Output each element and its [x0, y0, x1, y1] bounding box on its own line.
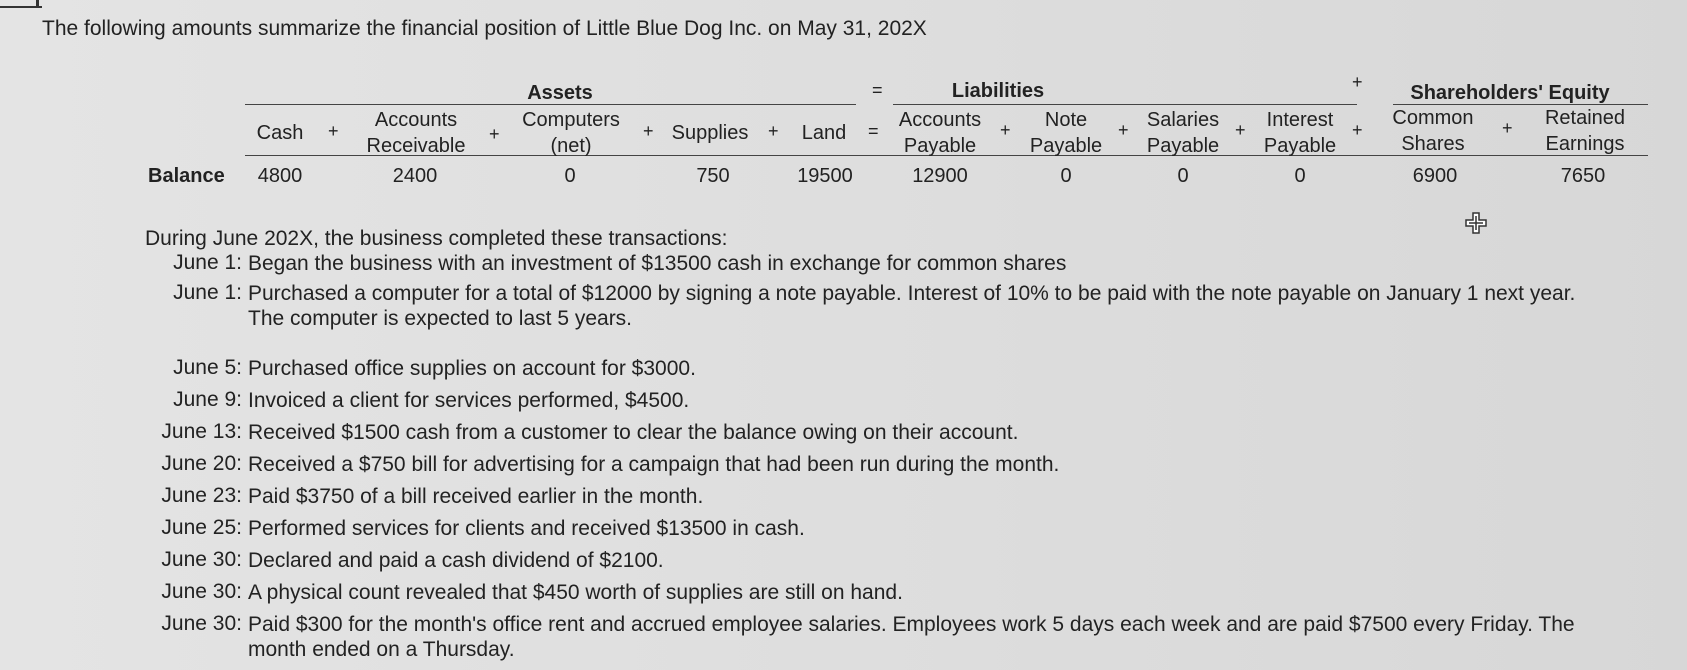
balance-ar: 2400 [392, 165, 438, 187]
balance-supplies: 750 [696, 165, 730, 187]
col-np: Note Payable [1029, 109, 1103, 157]
op-plus: + [643, 121, 654, 141]
transaction-text: Performed services for clients and received $13500 in cash. [248, 517, 805, 540]
transaction-text: Received $1500 cash from a customer to clear the balance owing on their account. [248, 421, 1019, 444]
transaction-date: June 25: [161, 516, 242, 539]
corner-mark-tick [36, 0, 39, 8]
transaction-text: A physical count revealed that $450 worth of supplies are still on hand. [248, 581, 903, 604]
transaction-date: June 30: [161, 548, 242, 571]
transaction-date: June 9: [173, 388, 242, 411]
op-plus: + [1235, 120, 1246, 140]
transaction-text: Paid $300 for the month's office rent and accrued employee salaries. Employees work 5 days each week and are paid $7500 every Friday. The [248, 613, 1575, 636]
transaction-date: June 30: [161, 612, 242, 635]
op-plus: + [1118, 120, 1129, 140]
row-label-balance: Balance [148, 165, 225, 187]
transaction-text: Began the business with an investment of $13500 cash in exchange for common shares [248, 252, 1067, 275]
balance-cs: 6900 [1412, 165, 1458, 187]
col-supplies: Supplies [671, 122, 749, 144]
op-plus: + [1000, 120, 1011, 140]
equals-top: = [872, 80, 883, 100]
assets-rule [245, 104, 856, 105]
transaction-text: The computer is expected to last 5 years. [248, 307, 633, 330]
balance-land: 19500 [797, 165, 853, 187]
op-equals: = [868, 121, 879, 141]
transaction-text: Paid $3750 of a bill received earlier in the month. [248, 485, 704, 508]
balance-re: 7650 [1560, 165, 1606, 187]
col-re: Retained Earnings [1544, 107, 1626, 155]
transaction-date: June 1: [173, 251, 242, 274]
transactions-intro: During June 202X, the business completed these transactions: [145, 227, 728, 250]
transaction-date: June 30: [161, 580, 242, 603]
balance-ip: 0 [1294, 165, 1306, 187]
balance-computers: 0 [564, 165, 576, 187]
op-plus: + [1352, 120, 1363, 140]
transaction-text: Invoiced a client for services performed, $4500. [248, 389, 690, 412]
transaction-text: Declared and paid a cash dividend of $2100. [248, 549, 664, 572]
op-plus: + [1502, 118, 1513, 138]
transaction-date: June 20: [161, 452, 242, 475]
op-plus: + [768, 121, 779, 141]
col-cash: Cash [256, 122, 304, 144]
intro-text: The following amounts summarize the financial position of Little Blue Dog Inc. on May 31, 202X [42, 17, 927, 40]
plus-top: + [1352, 72, 1363, 92]
transaction-text: Purchased office supplies on account for $3000. [248, 357, 696, 380]
balance-sp: 0 [1177, 165, 1189, 187]
balance-cash: 4800 [257, 165, 303, 187]
op-plus: + [328, 121, 339, 141]
col-ap: Accounts Payable [898, 109, 982, 157]
liabilities-header: Liabilities [951, 80, 1045, 102]
col-ar: Accounts Receivable [366, 109, 466, 157]
equity-header: Shareholders' Equity [1410, 82, 1610, 104]
transaction-date: June 13: [161, 420, 242, 443]
col-cs: Common Shares [1392, 107, 1474, 155]
transaction-date: June 5: [173, 356, 242, 379]
col-computers: Computers (net) [522, 109, 620, 157]
assets-header: Assets [527, 82, 593, 104]
balance-ap: 12900 [912, 165, 968, 187]
transaction-text: month ended on a Thursday. [248, 638, 515, 661]
col-ip: Interest Payable [1263, 109, 1337, 157]
transaction-text: Received a $750 bill for advertising for a campaign that had been run during the month. [248, 453, 1060, 476]
move-cursor-icon [1464, 211, 1488, 235]
col-sp: Salaries Payable [1146, 109, 1220, 157]
liabilities-rule [893, 104, 1357, 105]
balance-np: 0 [1060, 165, 1072, 187]
transaction-date: June 23: [161, 484, 242, 507]
transaction-text: Purchased a computer for a total of $12000 by signing a note payable. Interest of 10% to be paid with the note payable on January 1 next year. [248, 282, 1576, 305]
col-land: Land [801, 122, 847, 144]
transaction-date: June 1: [173, 281, 242, 304]
op-plus: + [489, 124, 500, 144]
